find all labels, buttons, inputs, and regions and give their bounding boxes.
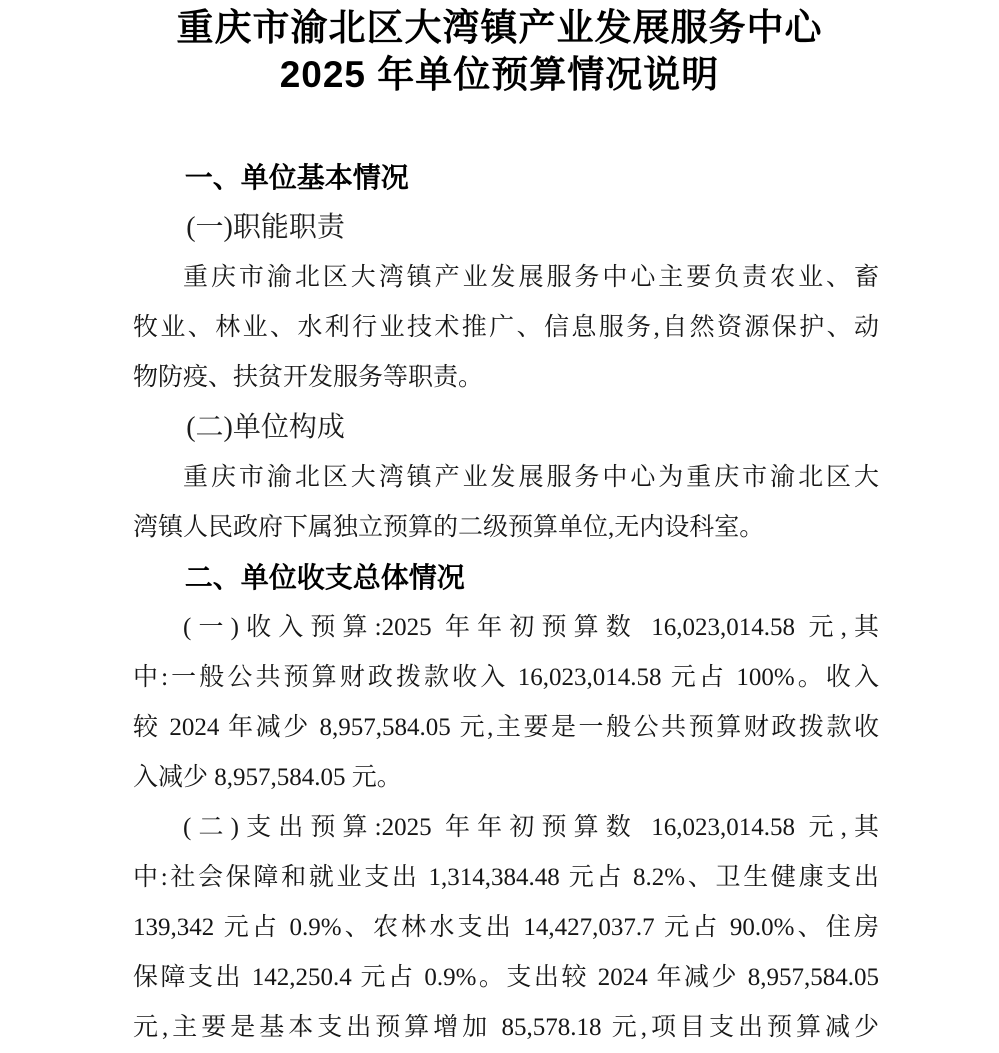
- paragraph-line: 重庆市渝北区大湾镇产业发展服务中心为重庆市渝北区大: [183, 464, 879, 491]
- paragraph-line: 元,主要是基本支出预算增加 85,578.18 元,项目支出预算减少: [133, 1014, 879, 1041]
- subsection-1-1-heading: (一)职能职责: [186, 212, 345, 243]
- paragraph-line: 中:一般公共预算财政拨款收入 16,023,014.58 元占 100%。收入: [133, 664, 879, 691]
- subsection-1-2-heading: (二)单位构成: [186, 412, 345, 443]
- paragraph-line: 中:社会保障和就业支出 1,314,384.48 元占 8.2%、卫生健康支出: [133, 864, 879, 891]
- document-title-line-2: 2025 年单位预算情况说明: [279, 54, 720, 95]
- paragraph-line: 139,342 元占 0.9%、农林水支出 14,427,037.7 元占 90.0%、住房: [133, 914, 879, 941]
- document-body: [133, 153, 879, 1053]
- section-2-heading: 二、单位收支总体情况: [184, 562, 465, 593]
- paragraph-line: 入减少 8,957,584.05 元。: [133, 764, 402, 791]
- document-title-line-1: 重庆市渝北区大湾镇产业发展服务中心: [176, 7, 823, 48]
- document-title: [0, 0, 999, 98]
- paragraph-line: 重庆市渝北区大湾镇产业发展服务中心主要负责农业、畜: [183, 264, 879, 291]
- paragraph-line: 物防疫、扶贫开发服务等职责。: [133, 364, 484, 391]
- paragraph-line: 较 2024 年减少 8,957,584.05 元,主要是一般公共预算财政拨款收: [133, 714, 879, 741]
- paragraph-line: (二)支出预算:2025 年年初预算数 16,023,014.58 元,其: [183, 814, 879, 841]
- section-1-heading: 一、单位基本情况: [184, 162, 409, 193]
- paragraph-line: 牧业、林业、水利行业技术推广、信息服务,自然资源保护、动: [133, 314, 879, 341]
- paragraph-line: 保障支出 142,250.4 元占 0.9%。支出较 2024 年减少 8,957,584.05: [133, 964, 879, 991]
- paragraph-line: 湾镇人民政府下属独立预算的二级预算单位,无内设科室。: [133, 514, 765, 541]
- paragraph-line: (一)收入预算:2025 年年初预算数 16,023,014.58 元,其: [183, 614, 879, 641]
